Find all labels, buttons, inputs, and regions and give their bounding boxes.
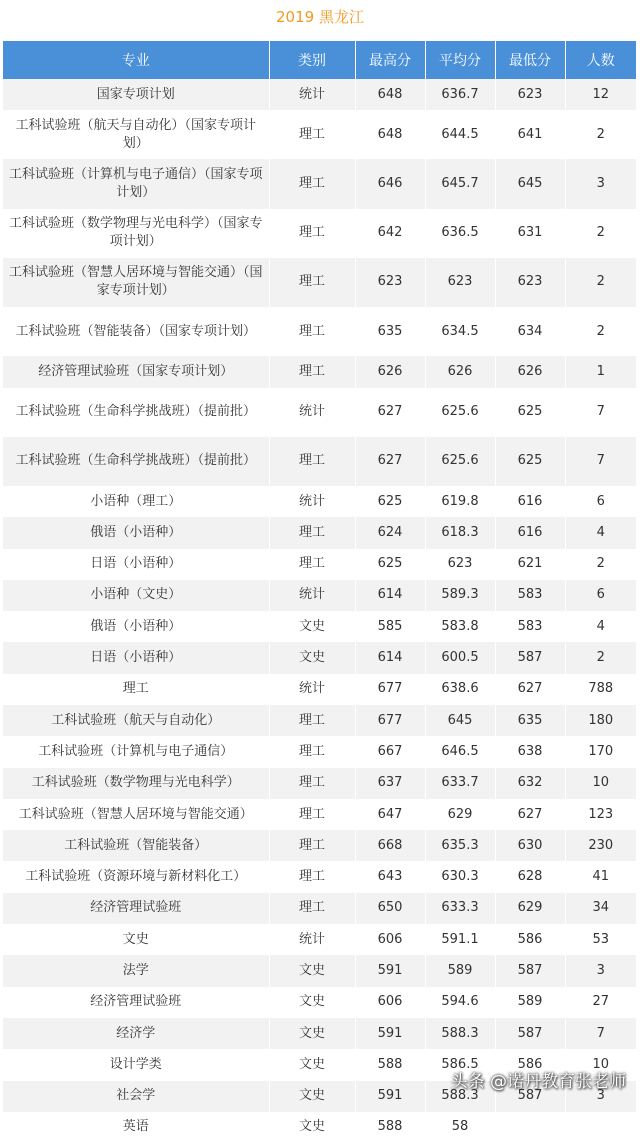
major-cell: 经济管理试验班（国家专项计划） xyxy=(3,356,269,387)
count-cell: 2 xyxy=(565,110,636,159)
avg-score-cell: 619.8 xyxy=(425,486,495,517)
header-category: 类别 xyxy=(269,41,355,79)
count-cell: 230 xyxy=(565,830,636,861)
avg-score-cell: 623 xyxy=(425,549,495,580)
major-cell: 工科试验班（数学物理与光电科学）（国家专项计划） xyxy=(3,209,269,258)
min-score-cell: 587 xyxy=(495,1081,565,1112)
avg-score-cell: 586.5 xyxy=(425,1049,495,1080)
header-max-score: 最高分 xyxy=(355,41,425,79)
min-score-cell: 641 xyxy=(495,110,565,159)
min-score-cell: 625 xyxy=(495,388,565,437)
table-row xyxy=(3,924,636,955)
min-score-cell: 623 xyxy=(495,79,565,110)
max-score-cell: 588 xyxy=(355,1112,425,1143)
category-cell: 文史 xyxy=(269,1049,355,1080)
min-score-cell: 627 xyxy=(495,799,565,830)
max-score-cell: 606 xyxy=(355,987,425,1018)
max-score-cell: 606 xyxy=(355,924,425,955)
table-row xyxy=(3,517,636,548)
max-score-cell: 648 xyxy=(355,79,425,110)
max-score-cell: 647 xyxy=(355,799,425,830)
min-score-cell: 632 xyxy=(495,768,565,799)
max-score-cell: 614 xyxy=(355,580,425,611)
avg-score-cell: 623 xyxy=(425,258,495,307)
avg-score-cell: 591.1 xyxy=(425,924,495,955)
max-score-cell: 643 xyxy=(355,861,425,892)
category-cell: 理工 xyxy=(269,209,355,258)
max-score-cell: 650 xyxy=(355,893,425,924)
count-cell: 3 xyxy=(565,1081,636,1112)
max-score-cell: 627 xyxy=(355,388,425,437)
major-cell: 工科试验班（生命科学挑战班）（提前批） xyxy=(3,388,269,437)
category-cell: 理工 xyxy=(269,893,355,924)
count-cell: 7 xyxy=(565,388,636,437)
major-cell: 小语种（理工） xyxy=(3,486,269,517)
min-score-cell: 583 xyxy=(495,580,565,611)
max-score-cell: 668 xyxy=(355,830,425,861)
avg-score-cell: 634.5 xyxy=(425,307,495,356)
max-score-cell: 625 xyxy=(355,549,425,580)
major-cell: 理工 xyxy=(3,674,269,705)
major-cell: 俄语（小语种） xyxy=(3,517,269,548)
table-row xyxy=(3,893,636,924)
avg-score-cell: 638.6 xyxy=(425,674,495,705)
max-score-cell: 623 xyxy=(355,258,425,307)
table-row xyxy=(3,611,636,642)
score-table xyxy=(3,41,636,1143)
major-cell: 社会学 xyxy=(3,1081,269,1112)
min-score-cell: 625 xyxy=(495,437,565,486)
category-cell: 理工 xyxy=(269,736,355,767)
category-cell: 文史 xyxy=(269,987,355,1018)
min-score-cell: 626 xyxy=(495,356,565,387)
count-cell: 12 xyxy=(565,79,636,110)
avg-score-cell: 625.6 xyxy=(425,388,495,437)
table-row xyxy=(3,987,636,1018)
count-cell: 6 xyxy=(565,486,636,517)
max-score-cell: 646 xyxy=(355,159,425,208)
major-cell: 工科试验班（航天与自动化） xyxy=(3,705,269,736)
count-cell: 34 xyxy=(565,893,636,924)
category-cell: 理工 xyxy=(269,159,355,208)
category-cell: 理工 xyxy=(269,517,355,548)
table-row xyxy=(3,580,636,611)
category-cell: 文史 xyxy=(269,1112,355,1143)
min-score-cell: 638 xyxy=(495,736,565,767)
max-score-cell: 588 xyxy=(355,1049,425,1080)
min-score-cell: 589 xyxy=(495,987,565,1018)
count-cell: 2 xyxy=(565,209,636,258)
count-cell: 4 xyxy=(565,611,636,642)
avg-score-cell: 636.7 xyxy=(425,79,495,110)
table-row xyxy=(3,736,636,767)
major-cell: 小语种（文史） xyxy=(3,580,269,611)
table-row xyxy=(3,110,636,159)
page-title: 2019 黑龙江 xyxy=(276,8,364,26)
category-cell: 统计 xyxy=(269,486,355,517)
min-score-cell: 623 xyxy=(495,258,565,307)
min-score-cell: 587 xyxy=(495,955,565,986)
major-cell: 经济学 xyxy=(3,1018,269,1049)
major-cell: 日语（小语种） xyxy=(3,549,269,580)
category-cell: 理工 xyxy=(269,705,355,736)
avg-score-cell: 589 xyxy=(425,955,495,986)
category-cell: 理工 xyxy=(269,307,355,356)
max-score-cell: 626 xyxy=(355,356,425,387)
count-cell: 4 xyxy=(565,517,636,548)
avg-score-cell: 645 xyxy=(425,705,495,736)
table-row xyxy=(3,705,636,736)
count-cell: 180 xyxy=(565,705,636,736)
category-cell: 理工 xyxy=(269,549,355,580)
max-score-cell: 648 xyxy=(355,110,425,159)
category-cell: 文史 xyxy=(269,1018,355,1049)
major-cell: 工科试验班（智能装备） xyxy=(3,830,269,861)
count-cell: 2 xyxy=(565,307,636,356)
count-cell xyxy=(565,1112,636,1143)
avg-score-cell: 633.3 xyxy=(425,893,495,924)
category-cell: 理工 xyxy=(269,861,355,892)
min-score-cell: 586 xyxy=(495,1049,565,1080)
max-score-cell: 627 xyxy=(355,437,425,486)
min-score-cell: 627 xyxy=(495,674,565,705)
category-cell: 理工 xyxy=(269,258,355,307)
avg-score-cell: 625.6 xyxy=(425,437,495,486)
count-cell: 27 xyxy=(565,987,636,1018)
major-cell: 经济管理试验班 xyxy=(3,987,269,1018)
avg-score-cell: 58 xyxy=(425,1112,495,1143)
count-cell: 7 xyxy=(565,437,636,486)
table-row xyxy=(3,799,636,830)
max-score-cell: 677 xyxy=(355,674,425,705)
min-score-cell: 587 xyxy=(495,1018,565,1049)
category-cell: 文史 xyxy=(269,1081,355,1112)
major-cell: 工科试验班（数学物理与光电科学） xyxy=(3,768,269,799)
count-cell: 2 xyxy=(565,549,636,580)
avg-score-cell: 588.3 xyxy=(425,1081,495,1112)
avg-score-cell: 629 xyxy=(425,799,495,830)
table-row xyxy=(3,258,636,307)
max-score-cell: 591 xyxy=(355,1081,425,1112)
max-score-cell: 614 xyxy=(355,642,425,673)
table-row xyxy=(3,159,636,208)
max-score-cell: 585 xyxy=(355,611,425,642)
avg-score-cell: 646.5 xyxy=(425,736,495,767)
table-row xyxy=(3,356,636,387)
min-score-cell: 628 xyxy=(495,861,565,892)
min-score-cell: 616 xyxy=(495,517,565,548)
major-cell: 工科试验班（资源环境与新材料化工） xyxy=(3,861,269,892)
category-cell: 文史 xyxy=(269,642,355,673)
max-score-cell: 642 xyxy=(355,209,425,258)
category-cell: 文史 xyxy=(269,955,355,986)
min-score-cell: 645 xyxy=(495,159,565,208)
count-cell: 3 xyxy=(565,159,636,208)
major-cell: 英语 xyxy=(3,1112,269,1143)
major-cell: 俄语（小语种） xyxy=(3,611,269,642)
category-cell: 统计 xyxy=(269,79,355,110)
table-row xyxy=(3,861,636,892)
max-score-cell: 637 xyxy=(355,768,425,799)
avg-score-cell: 600.5 xyxy=(425,642,495,673)
watermark: 头条 @诺丹教育张老师 xyxy=(450,1072,626,1092)
table-row xyxy=(3,768,636,799)
category-cell: 理工 xyxy=(269,437,355,486)
header-avg-score: 平均分 xyxy=(425,41,495,79)
category-cell: 理工 xyxy=(269,799,355,830)
count-cell: 2 xyxy=(565,258,636,307)
major-cell: 工科试验班（智慧人居环境与智能交通）（国家专项计划） xyxy=(3,258,269,307)
min-score-cell: 635 xyxy=(495,705,565,736)
category-cell: 统计 xyxy=(269,580,355,611)
table-body xyxy=(3,79,636,1143)
avg-score-cell: 645.7 xyxy=(425,159,495,208)
count-cell: 7 xyxy=(565,1018,636,1049)
category-cell: 理工 xyxy=(269,356,355,387)
table-row xyxy=(3,388,636,437)
min-score-cell: 616 xyxy=(495,486,565,517)
table-row xyxy=(3,1018,636,1049)
min-score-cell: 621 xyxy=(495,549,565,580)
avg-score-cell: 589.3 xyxy=(425,580,495,611)
count-cell: 10 xyxy=(565,768,636,799)
major-cell: 经济管理试验班 xyxy=(3,893,269,924)
max-score-cell: 625 xyxy=(355,486,425,517)
avg-score-cell: 583.8 xyxy=(425,611,495,642)
table-row xyxy=(3,486,636,517)
header-major: 专业 xyxy=(3,41,269,79)
avg-score-cell: 635.3 xyxy=(425,830,495,861)
table-row xyxy=(3,79,636,110)
major-cell: 工科试验班（智慧人居环境与智能交通） xyxy=(3,799,269,830)
min-score-cell: 634 xyxy=(495,307,565,356)
category-cell: 理工 xyxy=(269,830,355,861)
avg-score-cell: 633.7 xyxy=(425,768,495,799)
major-cell: 文史 xyxy=(3,924,269,955)
header-min-score: 最低分 xyxy=(495,41,565,79)
table-row xyxy=(3,307,636,356)
avg-score-cell: 618.3 xyxy=(425,517,495,548)
min-score-cell: 587 xyxy=(495,642,565,673)
max-score-cell: 635 xyxy=(355,307,425,356)
table-row xyxy=(3,209,636,258)
category-cell: 统计 xyxy=(269,674,355,705)
count-cell: 6 xyxy=(565,580,636,611)
table-row xyxy=(3,674,636,705)
category-cell: 理工 xyxy=(269,768,355,799)
min-score-cell: 583 xyxy=(495,611,565,642)
count-cell: 123 xyxy=(565,799,636,830)
avg-score-cell: 636.5 xyxy=(425,209,495,258)
max-score-cell: 624 xyxy=(355,517,425,548)
count-cell: 1 xyxy=(565,356,636,387)
min-score-cell xyxy=(495,1112,565,1143)
count-cell: 53 xyxy=(565,924,636,955)
category-cell: 统计 xyxy=(269,924,355,955)
header-count: 人数 xyxy=(565,41,636,79)
table-row xyxy=(3,642,636,673)
major-cell: 工科试验班（智能装备）（国家专项计划） xyxy=(3,307,269,356)
table-row xyxy=(3,830,636,861)
count-cell: 3 xyxy=(565,955,636,986)
major-cell: 工科试验班（航天与自动化）（国家专项计划） xyxy=(3,110,269,159)
avg-score-cell: 626 xyxy=(425,356,495,387)
major-cell: 日语（小语种） xyxy=(3,642,269,673)
major-cell: 工科试验班（生命科学挑战班）（提前批） xyxy=(3,437,269,486)
count-cell: 41 xyxy=(565,861,636,892)
table-row xyxy=(3,1112,636,1143)
category-cell: 文史 xyxy=(269,611,355,642)
max-score-cell: 591 xyxy=(355,1018,425,1049)
category-cell: 理工 xyxy=(269,110,355,159)
max-score-cell: 667 xyxy=(355,736,425,767)
table-row xyxy=(3,549,636,580)
major-cell: 工科试验班（计算机与电子通信） xyxy=(3,736,269,767)
avg-score-cell: 588.3 xyxy=(425,1018,495,1049)
major-cell: 法学 xyxy=(3,955,269,986)
min-score-cell: 631 xyxy=(495,209,565,258)
table-header xyxy=(3,41,636,79)
table-row xyxy=(3,437,636,486)
table-row xyxy=(3,955,636,986)
count-cell: 2 xyxy=(565,642,636,673)
max-score-cell: 677 xyxy=(355,705,425,736)
max-score-cell: 591 xyxy=(355,955,425,986)
min-score-cell: 630 xyxy=(495,830,565,861)
major-cell: 设计学类 xyxy=(3,1049,269,1080)
category-cell: 统计 xyxy=(269,388,355,437)
count-cell: 788 xyxy=(565,674,636,705)
min-score-cell: 629 xyxy=(495,893,565,924)
min-score-cell: 586 xyxy=(495,924,565,955)
major-cell: 国家专项计划 xyxy=(3,79,269,110)
count-cell: 10 xyxy=(565,1049,636,1080)
avg-score-cell: 644.5 xyxy=(425,110,495,159)
avg-score-cell: 630.3 xyxy=(425,861,495,892)
major-cell: 工科试验班（计算机与电子通信）（国家专项计划） xyxy=(3,159,269,208)
avg-score-cell: 594.6 xyxy=(425,987,495,1018)
count-cell: 170 xyxy=(565,736,636,767)
